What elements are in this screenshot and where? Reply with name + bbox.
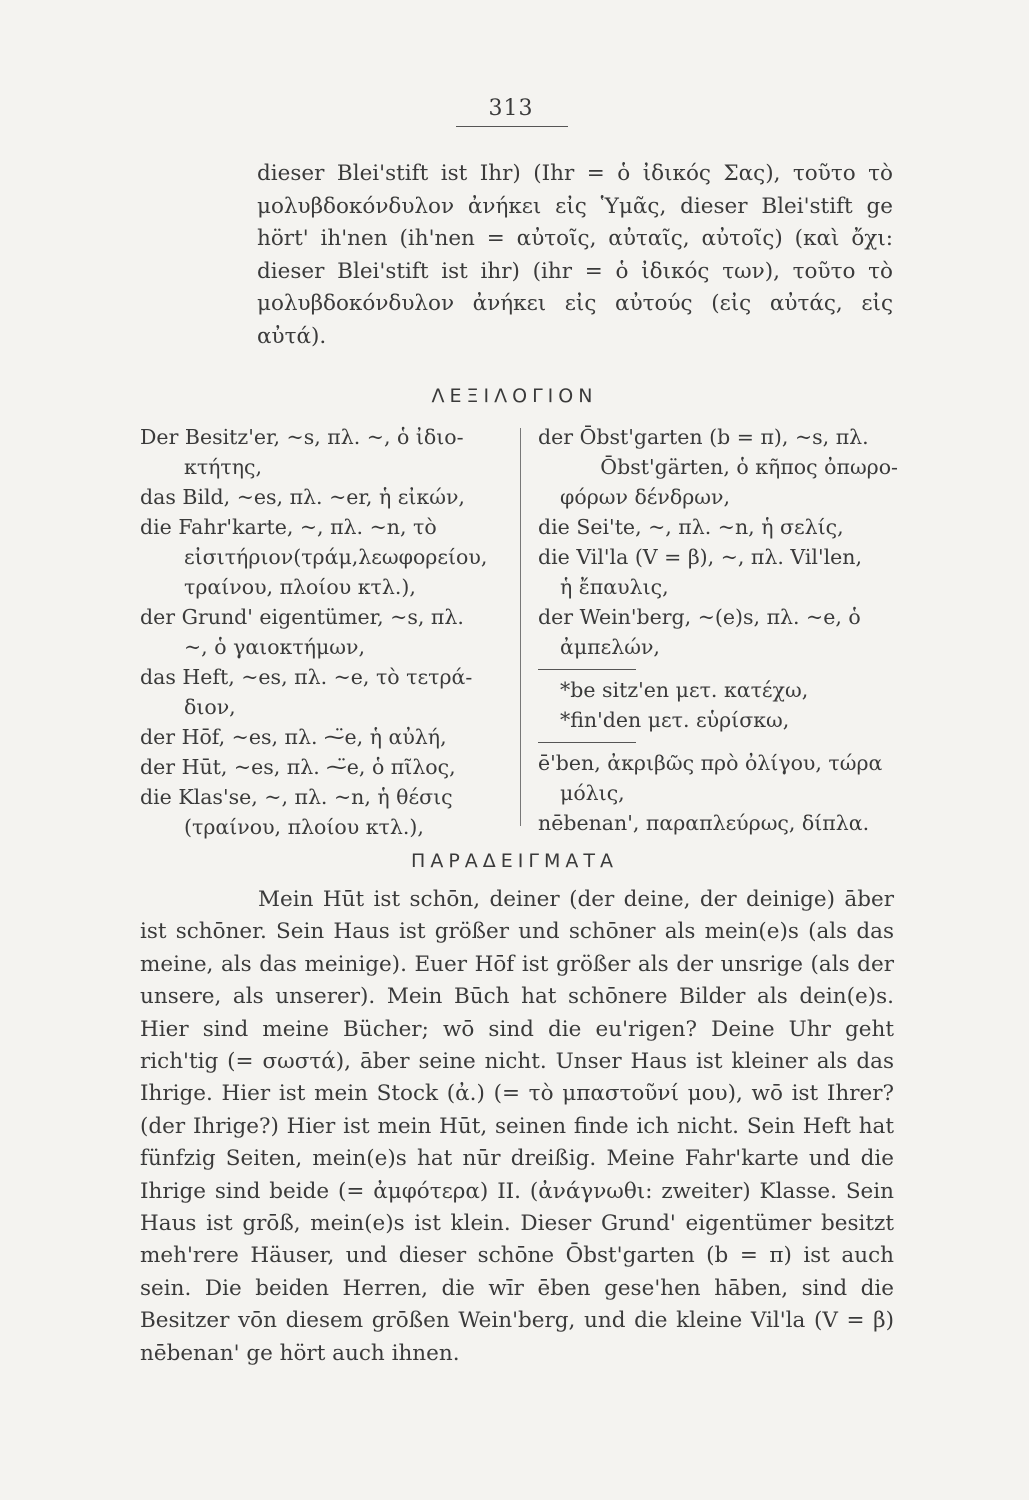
entry-text: der Ōbst'garten (b = π), ~s, πλ. bbox=[538, 425, 869, 449]
lexicon-entry bbox=[538, 422, 898, 512]
lexicon-entry bbox=[140, 752, 512, 782]
entry-continuation: εἰσιτήριον(τράμ,λεωφορείου, bbox=[184, 545, 488, 569]
section-rule bbox=[538, 669, 636, 670]
entry-text: das Heft, ~es, πλ. ~e, τὸ τετρά- bbox=[140, 665, 473, 689]
entry-continuation: μόλις, bbox=[560, 781, 625, 805]
lexicon-adverb bbox=[538, 808, 898, 838]
lexicon-entry bbox=[140, 782, 512, 842]
page-number: 313 bbox=[488, 96, 534, 121]
lexicon-entry bbox=[140, 662, 512, 722]
entry-text: Der Besitz'er, ~s, πλ. ~, ὁ ἰδιο- bbox=[140, 425, 464, 449]
lexicon-entry bbox=[538, 542, 898, 602]
entry-continuation: διον, bbox=[184, 695, 236, 719]
lexicon-left-column bbox=[140, 422, 512, 842]
page-number-rule bbox=[456, 126, 568, 127]
entry-text: nēbenan', παραπλεύρως, δίπλα. bbox=[538, 811, 870, 835]
entry-continuation: τραίνου, πλοίου κτλ.), bbox=[184, 575, 416, 599]
entry-text: die Klas'se, ~, πλ. ~n, ἡ θέσις bbox=[140, 785, 453, 809]
lexicon-entry bbox=[140, 422, 512, 482]
entry-text: der Grund' eigentümer, ~s, πλ. bbox=[140, 605, 464, 629]
lexicon-entry bbox=[140, 722, 512, 752]
lexicon-heading: ΛΕΞΙΛΟΓΙΟΝ bbox=[431, 385, 598, 407]
lexicon-entry bbox=[140, 482, 512, 512]
lexicon-entry bbox=[538, 602, 898, 662]
lexicon-right-column bbox=[538, 422, 898, 838]
column-divider bbox=[520, 428, 521, 826]
entry-continuation: ἀμπελών, bbox=[560, 635, 660, 659]
entry-text: der Hōf, ~es, πλ. ⁓̈e, ἡ αὐλή, bbox=[140, 725, 447, 749]
entry-continuation: κτήτης, bbox=[184, 455, 263, 479]
entry-text: der Wein'berg, ~(e)s, πλ. ~e, ὁ bbox=[538, 605, 861, 629]
entry-text: der Hūt, ~es, πλ. ⁓̈e, ὁ πῖλος, bbox=[140, 755, 456, 779]
entry-text: die Vil'la (V = β), ~, πλ. Vil'len, bbox=[538, 545, 863, 569]
entry-continuation: Ōbst'gärten, ὁ κῆπος ὀπωρο- bbox=[600, 455, 898, 479]
entry-text: die Fahr'karte, ~, πλ. ~n, τὸ bbox=[140, 515, 437, 539]
section-rule bbox=[538, 742, 636, 743]
entry-text: ē'ben, ἀκριβῶς πρὸ ὀλίγου, τώρα bbox=[538, 751, 883, 775]
lexicon-entry bbox=[140, 512, 512, 602]
entry-continuation: ἡ ἔπαυλις, bbox=[560, 575, 669, 599]
lexicon-entry bbox=[538, 512, 898, 542]
entry-continuation: ~, ὁ γαιοκτήμων, bbox=[184, 635, 365, 659]
lexicon-verb: *fin'den μετ. εὑρίσκω, bbox=[560, 708, 790, 732]
lexicon-adverb bbox=[538, 748, 898, 808]
intro-paragraph: dieser Blei'stift ist Ihr) (Ihr = ὁ ἰδικός Σας), τοῦτο τὸ μολυβδοκόνδυλον ἀνήκει εἰς Ὑμᾶς, dieser Blei'stift ge hört' ih'nen (ih'nen = αὐτοῖς, αὐταῖς, αὐτοῖς) (καὶ ὄχι: dieser Blei'stift ist ihr) (ihr = ὁ ἰδικός των), τοῦτο τὸ μολυβδοκόνδυλον ἀνήκει εἰς αὐτούς (εἰς αὐτάς, εἰς αὐτά). bbox=[257, 161, 893, 349]
examples-text: Mein Hūt ist schōn, deiner (der deine, der deinige) āber ist schōner. Sein Haus ist größer und schōner als mein(e)s (als das meine, als das meinige). Euer Hōf ist größer als der unsrige (als der unsere, als unserer). Mein Būch hat schōnere Bilder als dein(e)s. Hier sind meine Bücher; wō sind die eu'rigen? Deine Uhr geht rich'tig (= σωστά), āber seine nicht. Unser Haus ist kleiner als das Ihrige. Hier ist mein Stock (ἀ.) (= τὸ μπαστοῦνί μου), wō ist Ihrer? (der Ihrige?) Hier ist mein Hūt, seinen finde ich nicht. Sein Heft hat fünfzig Seiten, mein(e)s hat nūr dreißig. Meine Fahr'karte und die Ihrige sind beide (= ἀμφότερα) II. (ἀνάγνωθι: zweiter) Klasse. Sein Haus ist grōß, mein(e)s ist klein. Dieser Grund' eigentümer besitzt meh'rere Häuser, und dieser schōne Ōbst'garten (b = π) ist auch sein. Die beiden Herren, die wīr ēben gese'hen hāben, sind die Besitzer vōn diesem grōßen Wein'berg, und die kleine Vil'la (V = β) nēbenan' ge hört auch ihnen. bbox=[140, 887, 894, 1366]
lexicon-entry bbox=[140, 602, 512, 662]
entry-continuation: (τραίνου, πλοίου κτλ.), bbox=[184, 815, 424, 839]
entry-continuation: φόρων δένδρων, bbox=[560, 485, 730, 509]
lexicon-verb: *be sitz'en μετ. κατέχω, bbox=[560, 678, 809, 702]
entry-text: die Sei'te, ~, πλ. ~n, ἡ σελίς, bbox=[538, 515, 844, 539]
entry-text: das Bild, ~es, πλ. ~er, ἡ εἰκών, bbox=[140, 485, 465, 509]
examples-paragraph bbox=[140, 884, 894, 1370]
examples-heading: ΠΑΡΑΔΕΙΓΜΑΤΑ bbox=[411, 850, 618, 872]
